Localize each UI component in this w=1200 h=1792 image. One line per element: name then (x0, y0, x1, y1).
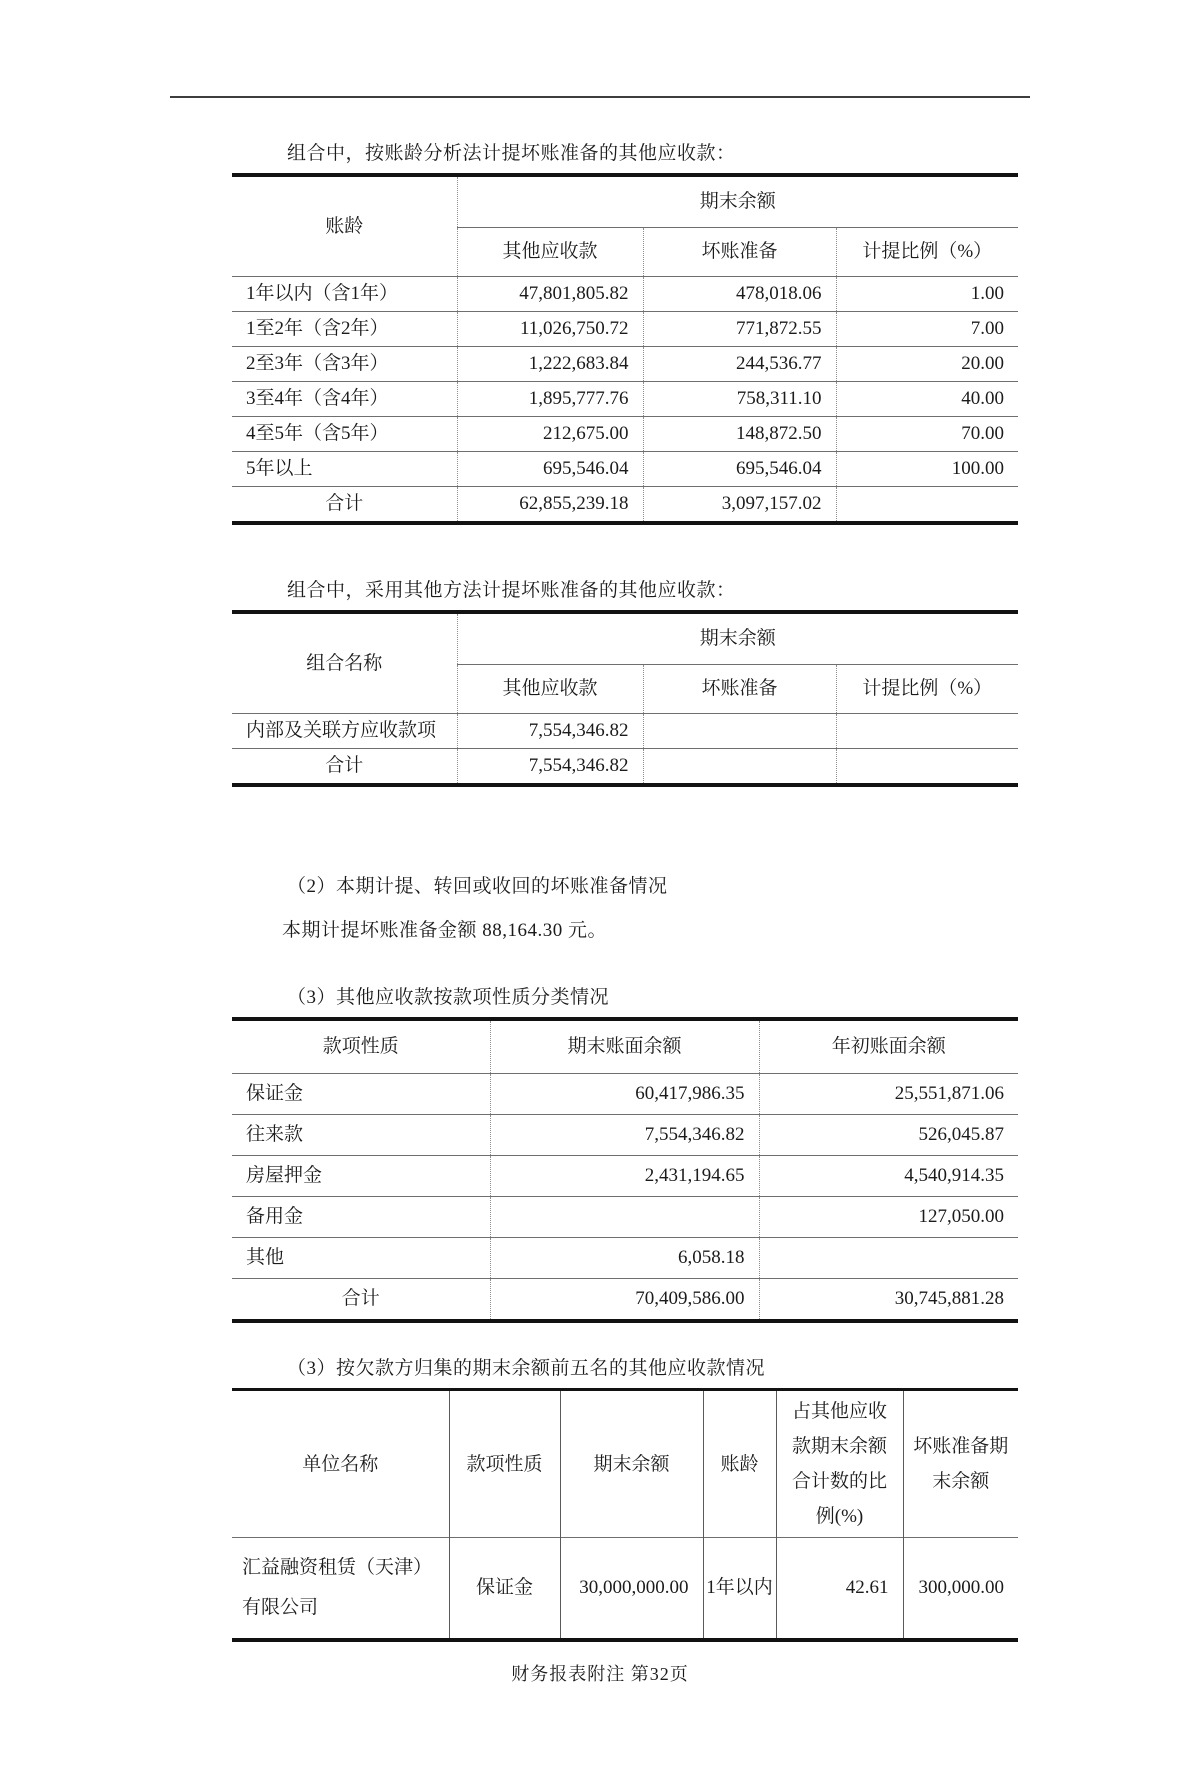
age-cell: 1至2年（含2年） (232, 312, 457, 347)
aging-col-header: 账龄 (325, 215, 364, 237)
bad-debt-cell: 148,872.50 (643, 417, 836, 452)
nature-classification-table (232, 1017, 1018, 1323)
ratio-cell: 70.00 (836, 417, 1018, 452)
ratio-cell: 40.00 (836, 382, 1018, 417)
beginning-balance-cell: 127,050.00 (759, 1197, 1018, 1238)
portfolio-name-cell: 内部及关联方应收款项 (232, 714, 457, 749)
total-bad-debt (643, 749, 836, 786)
provision-note-body: 本期计提坏账准备金额 88,164.30 元。 (282, 920, 608, 941)
beginning-balance-cell: 25,551,871.06 (759, 1074, 1018, 1115)
aging-analysis-table (232, 173, 1018, 525)
ratio-cell: 1.00 (836, 277, 1018, 312)
col-header-receivable: 其他应收款 (457, 665, 643, 714)
table-row (232, 417, 1018, 452)
col-header-nature: 款项性质 (322, 1036, 399, 1057)
bad-debt-cell (643, 714, 836, 749)
col-header-proportion: 占其他应收款期末余额合计数的比例(%) (776, 1390, 903, 1538)
table-row (232, 347, 1018, 382)
nature-table-title: （3）其他应收款按款项性质分类情况 (287, 987, 610, 1008)
document-content (170, 140, 1030, 1686)
beginning-balance-cell (759, 1238, 1018, 1279)
total-ending-balance: 70,409,586.00 (490, 1279, 759, 1322)
col-header-ratio: 计提比例（%） (836, 228, 1018, 277)
page-footer: 财务报表附注 第32页 (511, 1664, 689, 1684)
age-cell: 4至5年（含5年） (232, 417, 457, 452)
ending-balance-group-header: 期末余额 (457, 612, 1018, 665)
col-header-bad-debt-ending: 坏账准备期末余额 (903, 1390, 1018, 1538)
ending-balance-cell (490, 1197, 759, 1238)
col-header-beginning-balance: 年初账面余额 (759, 1019, 1018, 1074)
total-bad-debt: 3,097,157.02 (643, 487, 836, 524)
total-ratio (836, 749, 1018, 786)
beginning-balance-cell: 4,540,914.35 (759, 1156, 1018, 1197)
receivable-cell: 47,801,805.82 (457, 277, 643, 312)
total-label: 合计 (232, 487, 457, 524)
ending-balance-cell: 2,431,194.65 (490, 1156, 759, 1197)
top-five-header-row (232, 1390, 1018, 1538)
col-header-ending-balance: 期末余额 (560, 1390, 703, 1538)
total-ratio (836, 487, 1018, 524)
age-cell: 5年以上 (232, 452, 457, 487)
ending-balance-cell: 7,554,346.82 (490, 1115, 759, 1156)
nature-cell: 保证金 (232, 1074, 490, 1115)
receivable-cell: 1,222,683.84 (457, 347, 643, 382)
nature-cell: 往来款 (232, 1115, 490, 1156)
total-receivable: 7,554,346.82 (457, 749, 643, 786)
receivable-cell: 7,554,346.82 (457, 714, 643, 749)
receivable-cell: 212,675.00 (457, 417, 643, 452)
col-header-receivable: 其他应收款 (457, 228, 643, 277)
total-row (232, 487, 1018, 524)
provision-note-heading: （2）本期计提、转回或收回的坏账准备情况 (287, 876, 668, 897)
company-cell: 汇益融资租赁（天津）有限公司 (232, 1538, 449, 1641)
bad-debt-cell: 244,536.77 (643, 347, 836, 382)
nature-cell: 备用金 (232, 1197, 490, 1238)
table-row (232, 1238, 1018, 1279)
table-row (232, 1156, 1018, 1197)
portfolio-name-header: 组合名称 (306, 652, 383, 674)
bad-debt-cell: 695,546.04 (643, 452, 836, 487)
total-row (232, 1279, 1018, 1322)
bad-debt-cell: 478,018.06 (643, 277, 836, 312)
receivable-cell: 1,895,777.76 (457, 382, 643, 417)
ratio-cell: 20.00 (836, 347, 1018, 382)
nature-cell: 房屋押金 (232, 1156, 490, 1197)
nature-header-row (232, 1019, 1018, 1074)
col-header-company: 单位名称 (302, 1453, 379, 1475)
table-row (232, 382, 1018, 417)
col-header-ending-balance: 期末账面余额 (490, 1019, 759, 1074)
col-header-age: 账龄 (703, 1390, 776, 1538)
other-method-table-title: 组合中，采用其他方法计提坏账准备的其他应收款： (287, 580, 736, 601)
col-header-nature: 款项性质 (449, 1390, 560, 1538)
aging-header-row-1 (232, 175, 1018, 228)
col-header-bad-debt: 坏账准备 (643, 665, 836, 714)
table-row (232, 1538, 1018, 1641)
nature-cell: 其他 (232, 1238, 490, 1279)
table-row (232, 452, 1018, 487)
age-cell: 2至3年（含3年） (232, 347, 457, 382)
aging-table-title: 组合中，按账龄分析法计提坏账准备的其他应收款： (287, 143, 736, 164)
page-header-rule (170, 96, 1030, 98)
receivable-cell: 11,026,750.72 (457, 312, 643, 347)
ending-balance-cell: 60,417,986.35 (490, 1074, 759, 1115)
other-method-table (232, 610, 1018, 787)
ending-balance-group-header: 期末余额 (457, 175, 1018, 228)
top-five-debtors-table (232, 1388, 1018, 1642)
table-row (232, 714, 1018, 749)
total-label: 合计 (232, 1279, 490, 1322)
table-row (232, 1074, 1018, 1115)
total-row (232, 749, 1018, 786)
total-receivable: 62,855,239.18 (457, 487, 643, 524)
age-cell: 1年以内 (703, 1538, 776, 1641)
table-row (232, 1115, 1018, 1156)
age-cell: 1年以内（含1年） (232, 277, 457, 312)
table-row (232, 1197, 1018, 1238)
ratio-cell: 100.00 (836, 452, 1018, 487)
table-row (232, 312, 1018, 347)
bad-debt-cell: 771,872.55 (643, 312, 836, 347)
balance-cell: 30,000,000.00 (560, 1538, 703, 1641)
ending-balance-cell: 6,058.18 (490, 1238, 759, 1279)
receivable-cell: 695,546.04 (457, 452, 643, 487)
ratio-cell (836, 714, 1018, 749)
beginning-balance-cell: 526,045.87 (759, 1115, 1018, 1156)
col-header-ratio: 计提比例（%） (836, 665, 1018, 714)
col-header-bad-debt: 坏账准备 (643, 228, 836, 277)
bad-debt-cell: 758,311.10 (643, 382, 836, 417)
ratio-cell: 7.00 (836, 312, 1018, 347)
bad-debt-cell: 300,000.00 (903, 1538, 1018, 1641)
nature-cell: 保证金 (449, 1538, 560, 1641)
top-five-table-title: （3）按欠款方归集的期末余额前五名的其他应收款情况 (287, 1358, 766, 1379)
table-row (232, 277, 1018, 312)
other-method-header-row-1 (232, 612, 1018, 665)
proportion-cell: 42.61 (776, 1538, 903, 1641)
total-label: 合计 (232, 749, 457, 786)
total-beginning-balance: 30,745,881.28 (759, 1279, 1018, 1322)
age-cell: 3至4年（含4年） (232, 382, 457, 417)
